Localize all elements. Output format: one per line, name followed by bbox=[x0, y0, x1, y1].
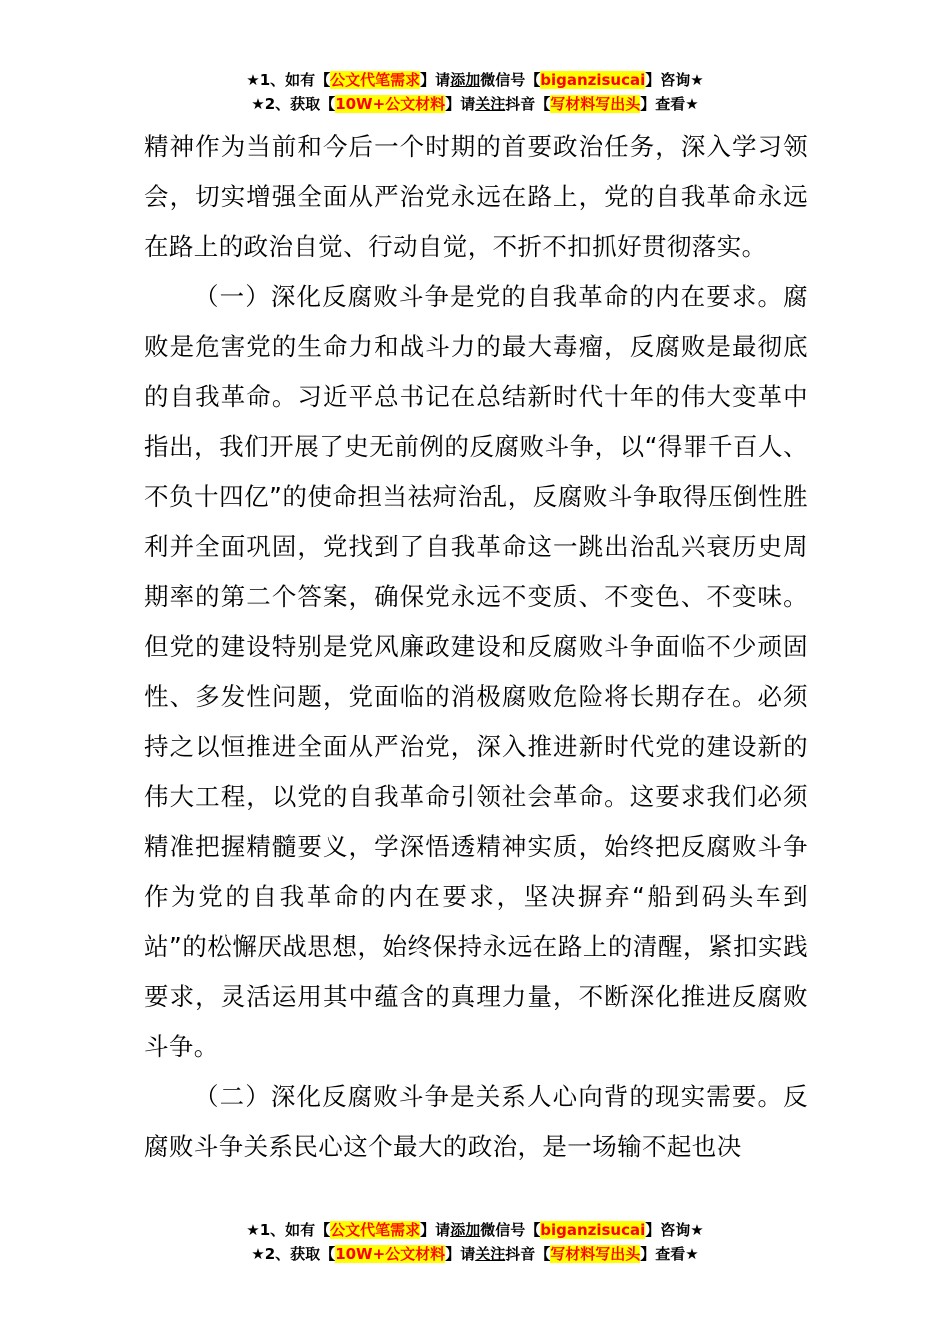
header-text: ★2、获取【 bbox=[251, 95, 336, 113]
footer-text: 】请 bbox=[420, 1221, 451, 1239]
footer-line-2 bbox=[0, 1242, 950, 1266]
wechat-id: biganzisucai bbox=[540, 1221, 646, 1239]
header-line-1 bbox=[0, 68, 950, 92]
wechat-id: biganzisucai bbox=[540, 71, 646, 89]
footer-text: 】请 bbox=[445, 1245, 476, 1263]
header-text: 关注 bbox=[475, 95, 506, 113]
footer-banner bbox=[0, 1218, 950, 1266]
header-text: 微信号【 bbox=[480, 71, 541, 89]
footer-highlight: 公文代笔需求 bbox=[330, 1221, 421, 1239]
footer-text: 微信号【 bbox=[480, 1221, 541, 1239]
paragraph-1: 精神作为当前和今后一个时期的首要政治任务，深入学习领会，切实增强全面从严治党永远在路上，党的自我革命永远在路上的政治自觉、行动自觉，不折不扣抓好贯彻落实。 bbox=[144, 132, 808, 261]
paragraph-2: （一）深化反腐败斗争是党的自我革命的内在要求。腐败是危害党的生命力和战斗力的最大毒瘤，反腐败是最彻底的自我革命。习近平总书记在总结新时代十年的伟大变革中指出，我们开展了史无前例的反腐败斗争，以“得罪千百人、不负十四亿”的使命担当祛疴治乱，反腐败斗争取得压倒性胜利并全面巩固，党找到了自我革命这一跳出治乱兴衰历史周期率的第二个答案，确保党永远不变质、不变色、不变味。但党的建设特别是党风廉政建设和反腐败斗争面临不少顽固性、多发性问题，党面临的消极腐败危险将长期存在。必须持之以恒推进全面从严治党，深入推进新时代党的建设新的伟大工程，以党的自我革命引领社会革命。这要求我们必须精准把握精髓要义，学深悟透精神实质，始终把反腐败斗争作为党的自我革命的内在要求，坚决摒弃“船到码头车到站”的松懈厌战思想，始终保持永远在路上的清醒，紧扣实践要求，灵活运用其中蕴含的真理力量，不断深化推进反腐败斗争。 bbox=[144, 282, 808, 1061]
footer-text: 抖音【 bbox=[505, 1245, 551, 1263]
douyin-account: 写材料写出头 bbox=[550, 1245, 641, 1263]
footer-text: 】咨询★ bbox=[645, 1221, 704, 1239]
footer-text: 】查看★ bbox=[640, 1245, 699, 1263]
header-text: 抖音【 bbox=[505, 95, 551, 113]
footer-text: 关注 bbox=[475, 1245, 506, 1263]
footer-highlight: 10W+公文材料 bbox=[335, 1245, 446, 1263]
footer-text: 添加 bbox=[450, 1221, 481, 1239]
douyin-account: 写材料写出头 bbox=[550, 95, 641, 113]
header-highlight: 10W+公文材料 bbox=[335, 95, 446, 113]
header-text: 】咨询★ bbox=[645, 71, 704, 89]
header-highlight: 公文代笔需求 bbox=[330, 71, 421, 89]
footer-line-1 bbox=[0, 1218, 950, 1242]
header-text: 添加 bbox=[450, 71, 481, 89]
header-text: ★1、如有【 bbox=[246, 71, 331, 89]
header-banner bbox=[0, 68, 950, 116]
header-line-2 bbox=[0, 92, 950, 116]
header-text: 】请 bbox=[420, 71, 451, 89]
header-text: 】请 bbox=[445, 95, 476, 113]
paragraph-3: （二）深化反腐败斗争是关系人心向背的现实需要。反腐败斗争关系民心这个最大的政治，是一场输不起也决 bbox=[144, 1082, 808, 1161]
footer-text: ★1、如有【 bbox=[246, 1221, 331, 1239]
header-text: 】查看★ bbox=[640, 95, 699, 113]
document-body bbox=[144, 122, 808, 1172]
footer-text: ★2、获取【 bbox=[251, 1245, 336, 1263]
